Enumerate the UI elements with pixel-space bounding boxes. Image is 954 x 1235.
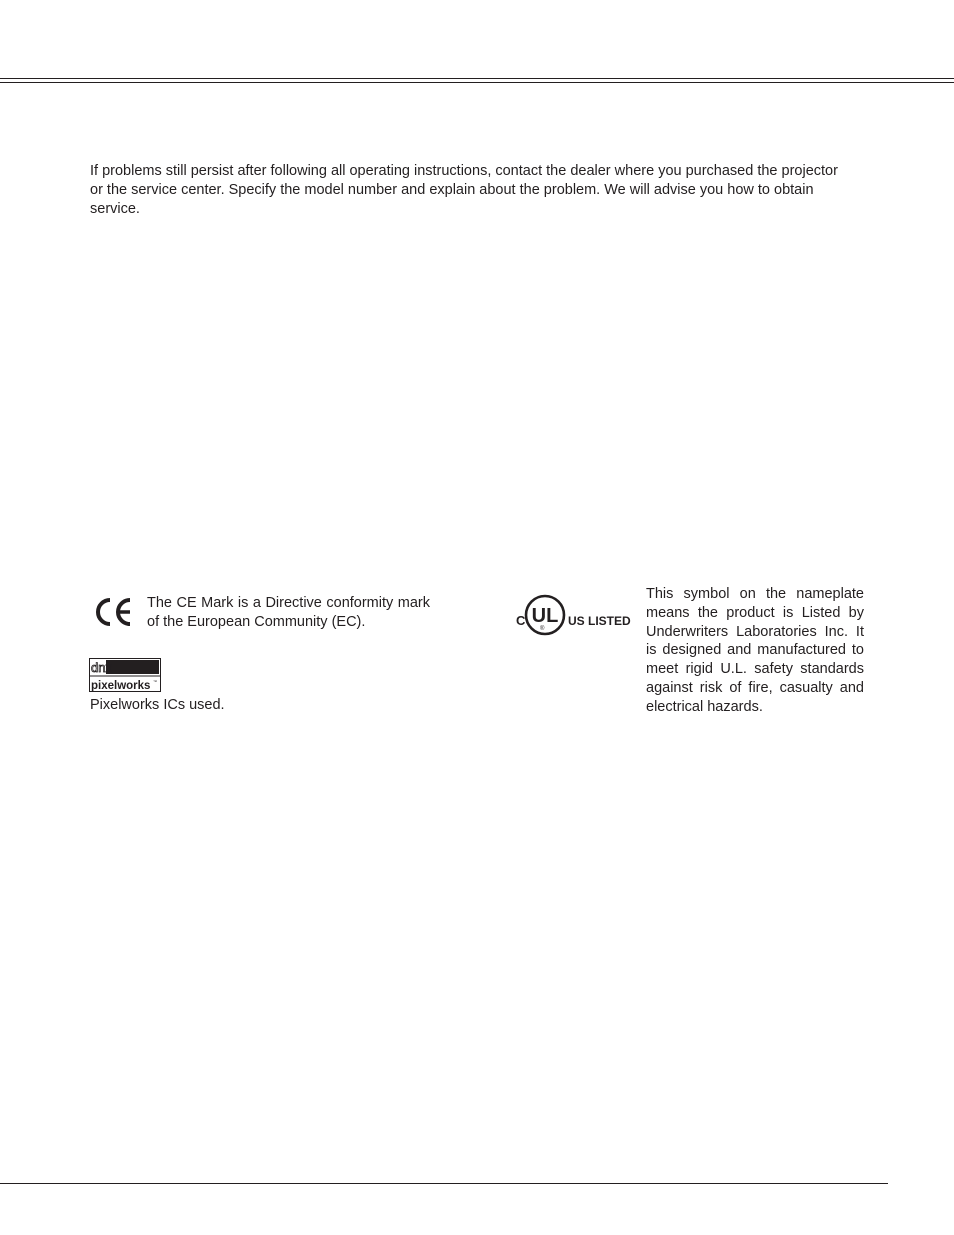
ul-listing-description: This symbol on the nameplate means the product is Listed by Underwriters Laboratories Inc. It is designed and manufactured to meet rigid U.L. safety standards against risk of fire, casualty and electrical hazards.: [646, 586, 864, 715]
pixelworks-logo-wordmark: pixelworks: [91, 680, 151, 692]
ul-logo-registered: ®: [540, 626, 545, 632]
pixelworks-caption: Pixelworks ICs used.: [90, 697, 225, 713]
service-paragraph: If problems still persist after following all operating instructions, contact the dealer where you purchased the projector or the service center. Specify the model number and explain about the problem. We will advise you how to obtain service.: [90, 163, 838, 217]
header-rule-thick: [0, 78, 954, 79]
ce-mark-description: The CE Mark is a Directive conformity mark of the European Community (EC).: [147, 595, 430, 630]
ce-mark-logo: [93, 596, 133, 628]
header-rule-thin: [0, 82, 954, 83]
ul-logo-ul: UL: [531, 605, 559, 627]
ul-listed-logo: [515, 594, 631, 638]
pixelworks-logo-top: dnx: [91, 660, 112, 675]
pixelworks-logo: [89, 658, 161, 692]
ul-logo-c: C: [516, 613, 526, 628]
footer-rule: [0, 1183, 888, 1184]
pixelworks-logo-tm: ™: [153, 679, 157, 684]
ul-logo-us-listed: US LISTED: [568, 614, 631, 628]
